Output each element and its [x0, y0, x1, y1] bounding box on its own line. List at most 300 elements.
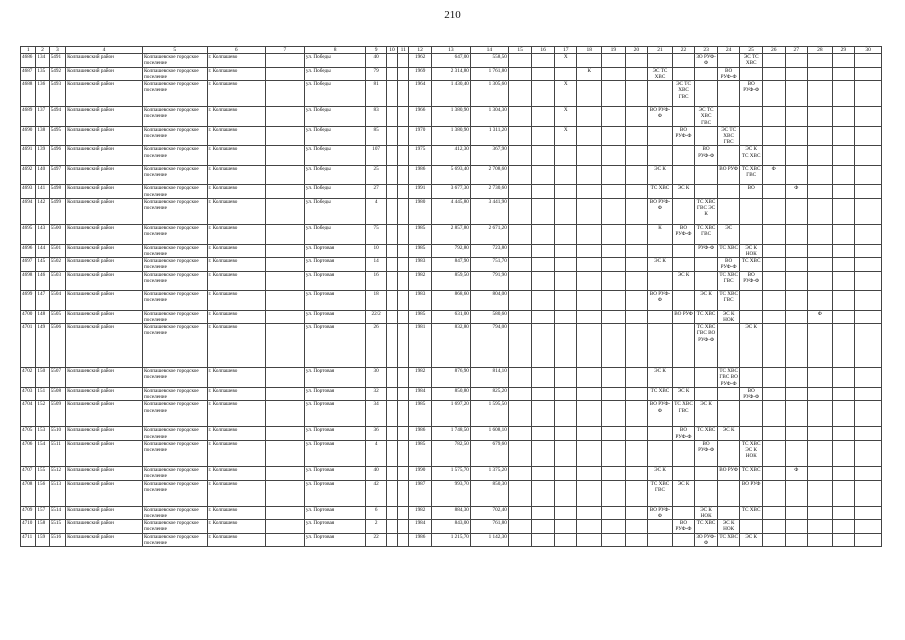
table-cell: [265, 401, 304, 427]
table-cell: [855, 165, 882, 185]
table-cell: [695, 368, 718, 388]
table-cell: г. Колпашево: [207, 467, 265, 481]
table-cell: [602, 146, 626, 166]
table-cell: [508, 387, 532, 401]
table-cell: [532, 199, 555, 225]
table-cell: [602, 291, 626, 311]
table-row: [21, 185, 882, 199]
table-cell: 5492: [49, 67, 65, 81]
table-cell: [717, 185, 740, 199]
table-cell: Колпашевское городское поселение: [142, 126, 207, 146]
table-cell: ЭС К: [672, 480, 695, 506]
table-cell: [265, 107, 304, 127]
table-cell: г. Колпашево: [207, 441, 265, 467]
table-cell: [398, 401, 409, 427]
table-cell: 1 595,50: [470, 401, 508, 427]
table-cell: [717, 107, 740, 127]
table-cell: Колпашевское городское поселение: [142, 291, 207, 311]
table-cell: [855, 271, 882, 291]
table-cell: 1 311,20: [470, 126, 508, 146]
table-cell: [265, 291, 304, 311]
column-number-cell: 12: [409, 47, 432, 54]
table-row: [21, 467, 882, 481]
table-cell: 4705: [21, 427, 36, 441]
table-cell: 2 314,80: [431, 67, 470, 81]
table-cell: [265, 54, 304, 68]
table-cell: [386, 225, 397, 245]
table-cell: [554, 520, 577, 534]
column-number-cell: 15: [508, 47, 532, 54]
table-cell: [695, 271, 718, 291]
table-cell: [832, 199, 855, 225]
table-cell: [672, 506, 695, 520]
table-cell: г. Колпашево: [207, 185, 265, 199]
table-cell: ул. Портовая: [304, 324, 366, 368]
table-cell: [265, 146, 304, 166]
table-cell: ЭС К: [695, 401, 718, 427]
table-cell: Колпашевское городское поселение: [142, 271, 207, 291]
table-cell: [265, 244, 304, 258]
table-cell: 134: [36, 54, 49, 68]
table-cell: 843,00: [431, 520, 470, 534]
table-cell: г. Колпашево: [207, 310, 265, 324]
table-cell: [762, 271, 785, 291]
table-cell: 75: [366, 225, 387, 245]
table-cell: ЭС К: [648, 165, 673, 185]
table-cell: [785, 291, 808, 311]
table-cell: [625, 54, 648, 68]
table-cell: [648, 427, 673, 441]
table-cell: [855, 467, 882, 481]
table-cell: Колпашевский район: [66, 401, 143, 427]
table-cell: [648, 533, 673, 547]
table-cell: [532, 291, 555, 311]
table-cell: [672, 67, 695, 81]
table-cell: [832, 324, 855, 368]
table-cell: [398, 185, 409, 199]
table-cell: [386, 520, 397, 534]
table-cell: г. Колпашево: [207, 401, 265, 427]
table-cell: [832, 441, 855, 467]
table-cell: [398, 533, 409, 547]
table-cell: г. Колпашево: [207, 291, 265, 311]
table-cell: [855, 427, 882, 441]
table-cell: [386, 81, 397, 107]
table-cell: [508, 271, 532, 291]
table-cell: г. Колпашево: [207, 387, 265, 401]
table-cell: ул. Портовая: [304, 271, 366, 291]
table-cell: [832, 185, 855, 199]
table-cell: Колпашевский район: [66, 368, 143, 388]
table-cell: Колпашевское городское поселение: [142, 480, 207, 506]
table-body: [21, 54, 882, 547]
table-cell: г. Колпашево: [207, 165, 265, 185]
table-cell: [740, 126, 763, 146]
table-cell: 1985: [409, 244, 432, 258]
table-cell: 150: [36, 368, 49, 388]
table-cell: [740, 199, 763, 225]
table-cell: г. Колпашево: [207, 324, 265, 368]
table-cell: 156: [36, 480, 49, 506]
table-cell: [808, 506, 833, 520]
table-cell: [625, 199, 648, 225]
table-cell: ВО РУФ-Ф: [672, 126, 695, 146]
table-cell: [508, 107, 532, 127]
table-cell: [508, 441, 532, 467]
column-number-cell: 11: [398, 47, 409, 54]
table-cell: Колпашевский район: [66, 291, 143, 311]
table-cell: [855, 368, 882, 388]
table-cell: [762, 324, 785, 368]
table-cell: [554, 324, 577, 368]
table-cell: г. Колпашево: [207, 81, 265, 107]
table-cell: 152: [36, 401, 49, 427]
table-cell: 83: [366, 107, 387, 127]
table-cell: [672, 368, 695, 388]
table-cell: [386, 533, 397, 547]
table-cell: 4696: [21, 244, 36, 258]
table-cell: ул. Портовая: [304, 401, 366, 427]
table-cell: Колпашевское городское поселение: [142, 310, 207, 324]
table-cell: 1985: [409, 401, 432, 427]
table-cell: [855, 387, 882, 401]
table-cell: 4708: [21, 480, 36, 506]
table-cell: [762, 533, 785, 547]
table-cell: Колпашевский район: [66, 67, 143, 81]
table-cell: 1982: [409, 271, 432, 291]
table-cell: [832, 310, 855, 324]
table-cell: Колпашевский район: [66, 310, 143, 324]
table-cell: [554, 67, 577, 81]
table-cell: 5513: [49, 480, 65, 506]
table-cell: 1 761,80: [470, 67, 508, 81]
table-cell: 1984: [409, 520, 432, 534]
table-cell: [577, 185, 602, 199]
table-cell: [398, 324, 409, 368]
table-cell: [398, 107, 409, 127]
table-cell: [717, 324, 740, 368]
table-cell: [717, 199, 740, 225]
table-row: [21, 54, 882, 68]
table-cell: [532, 480, 555, 506]
table-cell: Колпашевский район: [66, 54, 143, 68]
table-cell: 146: [36, 271, 49, 291]
table-cell: 5493: [49, 81, 65, 107]
table-cell: 4711: [21, 533, 36, 547]
table-cell: Колпашевский район: [66, 81, 143, 107]
table-cell: ЭС К: [695, 291, 718, 311]
table-cell: [398, 467, 409, 481]
table-cell: [602, 441, 626, 467]
table-cell: ЭС К: [717, 427, 740, 441]
table-cell: [695, 467, 718, 481]
table-cell: Колпашевское городское поселение: [142, 467, 207, 481]
table-cell: [577, 244, 602, 258]
table-cell: ул. Портовая: [304, 533, 366, 547]
table-cell: [265, 506, 304, 520]
table-row: [21, 401, 882, 427]
table-cell: ЭС ТС ХВС: [648, 67, 673, 81]
table-cell: ВО РУФ-Ф: [648, 291, 673, 311]
table-cell: [508, 480, 532, 506]
table-cell: [832, 107, 855, 127]
table-cell: 4688: [21, 81, 36, 107]
table-cell: [398, 54, 409, 68]
table-cell: Колпашевское городское поселение: [142, 258, 207, 272]
table-cell: [532, 506, 555, 520]
table-cell: Колпашевское городское поселение: [142, 427, 207, 441]
table-cell: [602, 244, 626, 258]
table-cell: ТС ХВС: [648, 387, 673, 401]
table-cell: ул. Портовая: [304, 291, 366, 311]
table-cell: [785, 107, 808, 127]
table-cell: [265, 67, 304, 81]
table-cell: [785, 225, 808, 245]
table-cell: г. Колпашево: [207, 126, 265, 146]
table-cell: г. Колпашево: [207, 271, 265, 291]
table-cell: 1 697,20: [431, 401, 470, 427]
table-cell: Х: [554, 107, 577, 127]
table-cell: 144: [36, 244, 49, 258]
table-cell: [508, 533, 532, 547]
table-cell: 850,30: [470, 480, 508, 506]
table-cell: [386, 310, 397, 324]
table-cell: ТС ХВС ГВС: [672, 401, 695, 427]
table-cell: [672, 54, 695, 68]
table-cell: ВО РУФ-Ф: [717, 258, 740, 272]
table-cell: [762, 126, 785, 146]
table-cell: ЭС К: [740, 324, 763, 368]
page-number: 210: [444, 9, 461, 21]
table-cell: [265, 533, 304, 547]
table-cell: [808, 146, 833, 166]
table-cell: [832, 54, 855, 68]
table-cell: 1986: [409, 427, 432, 441]
table-cell: г. Колпашево: [207, 480, 265, 506]
table-cell: 5508: [49, 387, 65, 401]
table-cell: 1982: [409, 368, 432, 388]
table-cell: [554, 244, 577, 258]
table-cell: [532, 368, 555, 388]
table-cell: 2 857,80: [431, 225, 470, 245]
column-number-cell: 21: [648, 47, 673, 54]
table-cell: [508, 185, 532, 199]
table-cell: 4691: [21, 146, 36, 166]
table-cell: [602, 67, 626, 81]
table-cell: [508, 199, 532, 225]
table-cell: 5507: [49, 368, 65, 388]
table-cell: [602, 480, 626, 506]
table-cell: [855, 199, 882, 225]
table-cell: [762, 81, 785, 107]
table-cell: [832, 244, 855, 258]
column-number-cell: 19: [602, 47, 626, 54]
table-row: [21, 258, 882, 272]
table-cell: 79: [366, 67, 387, 81]
table-cell: [386, 441, 397, 467]
table-cell: 137: [36, 107, 49, 127]
table-row: [21, 324, 882, 368]
table-cell: Колпашевское городское поселение: [142, 199, 207, 225]
table-cell: 5500: [49, 225, 65, 245]
table-cell: [762, 427, 785, 441]
table-cell: [785, 441, 808, 467]
table-cell: [625, 520, 648, 534]
table-cell: 4697: [21, 258, 36, 272]
table-cell: 4686: [21, 54, 36, 68]
table-cell: [855, 107, 882, 127]
table-cell: ЭС К НОК: [717, 520, 740, 534]
table-cell: ТС ХВС ГВС ВО РУФ-Ф: [719, 368, 738, 387]
table-cell: [648, 54, 673, 68]
table-cell: Колпашевский район: [66, 467, 143, 481]
table-cell: [785, 165, 808, 185]
table-cell: [785, 533, 808, 547]
table-cell: [386, 199, 397, 225]
table-cell: [398, 291, 409, 311]
table-cell: [602, 165, 626, 185]
table-cell: [577, 146, 602, 166]
table-cell: [386, 146, 397, 166]
table-cell: 4709: [21, 506, 36, 520]
table-cell: [508, 126, 532, 146]
table-cell: [398, 368, 409, 388]
table-cell: [785, 506, 808, 520]
column-number-cell: 27: [785, 47, 808, 54]
table-cell: [602, 258, 626, 272]
table-cell: [785, 67, 808, 81]
table-cell: [265, 126, 304, 146]
table-cell: [785, 480, 808, 506]
table-cell: [855, 506, 882, 520]
table-cell: [532, 401, 555, 427]
table-cell: [577, 81, 602, 107]
table-cell: [808, 67, 833, 81]
table-cell: [532, 126, 555, 146]
table-cell: [532, 165, 555, 185]
table-cell: [625, 480, 648, 506]
table-cell: 1964: [409, 81, 432, 107]
table-cell: 5498: [49, 185, 65, 199]
table-cell: [832, 271, 855, 291]
table-cell: [508, 244, 532, 258]
table-cell: [785, 146, 808, 166]
column-number-cell: 3: [49, 47, 65, 54]
table-cell: [577, 533, 602, 547]
table-cell: [672, 441, 695, 467]
table-cell: 1 375,20: [470, 467, 508, 481]
table-cell: [577, 520, 602, 534]
table-cell: ЗО РУФ-Ф: [696, 54, 716, 67]
table-cell: ЭС К: [740, 533, 763, 547]
table-cell: [577, 401, 602, 427]
table-cell: 30: [366, 368, 387, 388]
table-cell: 25: [366, 165, 387, 185]
table-cell: [762, 506, 785, 520]
table-cell: [717, 81, 740, 107]
table-cell: Ф: [808, 310, 833, 324]
table-cell: [695, 67, 718, 81]
table-cell: [386, 401, 397, 427]
table-cell: 814,10: [470, 368, 508, 388]
column-number-cell: 1: [21, 47, 36, 54]
table-cell: [855, 126, 882, 146]
table-cell: [602, 324, 626, 368]
table-cell: [386, 67, 397, 81]
table-cell: ЭС К ТС ХВС: [740, 146, 763, 166]
table-cell: [832, 506, 855, 520]
table-cell: [648, 271, 673, 291]
table-cell: 2: [366, 520, 387, 534]
table-cell: [508, 467, 532, 481]
table-cell: [695, 258, 718, 272]
table-cell: [577, 126, 602, 146]
table-cell: ВО РУФ-Ф: [648, 199, 673, 225]
table-cell: 26: [366, 324, 387, 368]
table-cell: [855, 67, 882, 81]
table-cell: 412,30: [431, 146, 470, 166]
table-cell: [577, 291, 602, 311]
table-cell: г. Колпашево: [207, 107, 265, 127]
table-row: [21, 533, 882, 547]
table-cell: [625, 401, 648, 427]
table-cell: [532, 107, 555, 127]
table-cell: ЭС К: [672, 271, 695, 291]
table-row: [21, 441, 882, 467]
table-cell: [648, 146, 673, 166]
table-cell: ул. Портовая: [304, 258, 366, 272]
table-cell: ВО РУФ: [717, 165, 740, 185]
column-number-cell: 5: [142, 47, 207, 54]
table-cell: ВО РУФ-Ф: [695, 441, 718, 467]
table-cell: Колпашевское городское поселение: [142, 368, 207, 388]
table-cell: [386, 258, 397, 272]
table-cell: Колпашевское городское поселение: [142, 107, 207, 127]
table-cell: 631,00: [431, 310, 470, 324]
table-cell: Колпашевское городское поселение: [142, 387, 207, 401]
table-cell: 825,20: [470, 387, 508, 401]
table-cell: [508, 81, 532, 107]
table-cell: 5491: [49, 54, 65, 68]
table-cell: ВО РУФ-Ф: [740, 387, 763, 401]
table-cell: [785, 387, 808, 401]
table-cell: ЭС К НОК: [717, 310, 740, 324]
table-cell: 4690: [21, 126, 36, 146]
table-cell: 4710: [21, 520, 36, 534]
table-cell: [532, 387, 555, 401]
table-cell: ул. Победы: [304, 225, 366, 245]
table-cell: 5495: [49, 126, 65, 146]
table-cell: ВО РУФ: [740, 480, 763, 506]
table-cell: [554, 401, 577, 427]
table-cell: 876,90: [431, 368, 470, 388]
table-cell: ТС ХВС ГВС ВО РУФ-Ф: [695, 324, 718, 368]
table-cell: [398, 81, 409, 107]
table-cell: ТС ХВС: [695, 520, 718, 534]
table-cell: 1970: [409, 126, 432, 146]
table-cell: 647,00: [431, 54, 470, 68]
table-cell: 679,60: [470, 441, 508, 467]
table-cell: [554, 441, 577, 467]
table-cell: [832, 126, 855, 146]
table-cell: [625, 310, 648, 324]
table-cell: [832, 387, 855, 401]
table-cell: [265, 81, 304, 107]
table-cell: [808, 81, 833, 107]
table-cell: [762, 258, 785, 272]
table-cell: ВО РУФ-Ф: [695, 146, 718, 166]
table-cell: ТС ХВС: [740, 467, 763, 481]
